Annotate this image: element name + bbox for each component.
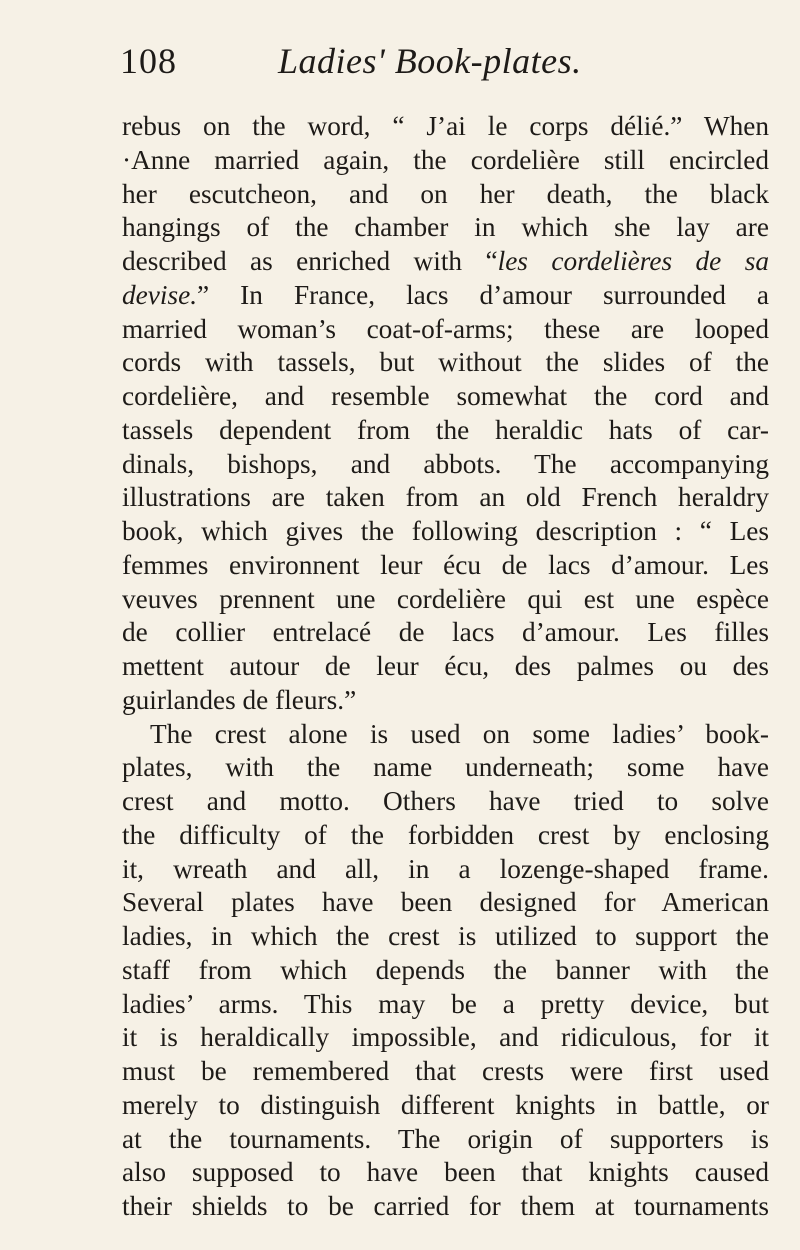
text-line xyxy=(122,245,769,279)
text-line: it, wreath and all, in a lozenge-shaped frame. xyxy=(122,853,769,884)
text-line: ·Anne married again, the cordelière still encircled xyxy=(122,144,769,175)
text-line: mettent autour de leur écu, des palmes ou des xyxy=(122,651,769,681)
text-line: illustrations are taken from an old French heraldry xyxy=(122,482,769,513)
text-line: the difficulty of the forbidden crest by enclosing xyxy=(122,819,769,850)
running-title: Ladies' Book-plates. xyxy=(278,41,582,81)
text-line: cordelière, and resemble somewhat the cord and xyxy=(122,381,769,411)
running-head xyxy=(120,40,740,90)
text-segment: described as enriched with “ xyxy=(122,246,498,276)
text-line: staff from which depends the banner with the xyxy=(122,954,769,985)
text-line: veuves prennent une cordelière qui est une espèce xyxy=(122,583,769,614)
text-line: must be remembered that crests were first used xyxy=(122,1056,769,1086)
text-line: their shields to be carried for them at tournaments xyxy=(122,1191,769,1221)
text-segment: ” In France, lacs d’amour surrounded a xyxy=(197,279,769,310)
text-line: it is heraldically impossible, and ridiculous, for it xyxy=(122,1022,769,1053)
text-line: rebus on the word, “ J’ai le corps délié.” When xyxy=(122,111,769,141)
text-line: merely to distinguish different knights in battle, or xyxy=(122,1089,769,1120)
italic-phrase: devise. xyxy=(122,279,198,310)
italic-phrase: les cordelières de sa xyxy=(497,246,769,276)
text-line: guirlandes de fleurs.” xyxy=(122,684,357,715)
text-line: also supposed to have been that knights caused xyxy=(122,1157,769,1188)
body-text xyxy=(122,110,769,1224)
text-line: cords with tassels, but without the slides of the xyxy=(122,347,769,378)
page-number: 108 xyxy=(120,41,177,81)
text-line: ladies’ arms. This may be a pretty device, but xyxy=(122,988,769,1019)
text-line: ladies, in which the crest is utilized to support the xyxy=(122,921,769,951)
text-line: dinals, bishops, and abbots. The accompanying xyxy=(122,448,769,479)
text-line: de collier entrelacé de lacs d’amour. Les filles xyxy=(122,617,769,648)
text-line: The crest alone is used on some ladies’ book- xyxy=(150,718,769,749)
text-line: plates, with the name underneath; some have xyxy=(122,752,769,783)
text-line: femmes environnent leur écu de lacs d’amour. Les xyxy=(122,549,769,580)
text-line: her escutcheon, and on her death, the black xyxy=(122,178,769,209)
text-line: tassels dependent from the heraldic hats of car- xyxy=(122,414,769,445)
text-line: at the tournaments. The origin of supporters is xyxy=(122,1123,769,1154)
text-line: book, which gives the following description : “ Les xyxy=(122,516,769,546)
text-line: hangings of the chamber in which she lay are xyxy=(122,212,769,243)
text-line: crest and motto. Others have tried to solve xyxy=(122,786,769,816)
text-line: married woman’s coat-of-arms; these are looped xyxy=(122,313,769,344)
text-line: Several plates have been designed for American xyxy=(122,887,769,918)
text-line xyxy=(122,279,769,313)
